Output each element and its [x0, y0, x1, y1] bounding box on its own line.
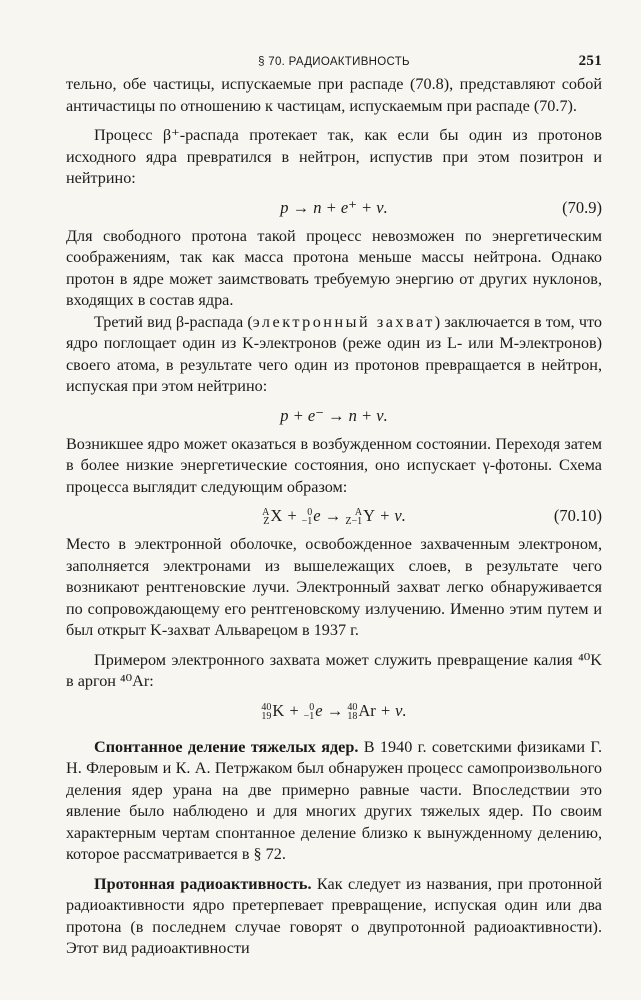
paragraph-4-end: ) заключается в том, что ядро поглощает один из K-электронов (реже один из L- или M-электронов) своего атома, в результате чего один из протонов превращается в нейтрон, испуская при этом нейтрино: — [66, 312, 602, 395]
paragraph-9 — [66, 874, 602, 960]
equation-70-9-number: (70.9) — [562, 197, 602, 217]
paragraph-4 — [66, 312, 602, 398]
equation-70-9 — [66, 190, 602, 226]
paragraph-4-term: электронный захват — [252, 312, 435, 331]
paragraph-1: тельно, обе частицы, испускаемые при распаде (70.8), представляют собой античастицы по отношению к частицам, испускаемым при распаде (70.7). — [66, 75, 602, 115]
paragraph-3: Для свободного протона такой процесс невозможен по энергетическим соображениям, так как масса протона меньше массы нейтрона. Однако протон в ядре может заимствовать требуемую энергию от других нуклонов, входящих в состав ядра. — [66, 226, 602, 309]
paragraph-8-text: В 1940 г. советскими физиками Г. Н. Флеровым и К. А. Петржаком был обнаружен процесс самопроизвольного деления ядер урана на две примерно равные части. Впоследствии это явление было наблюдено и для многих других тяжелых ядер. По своим характерным чертам спонтанное деление близко к вынужденному делению, которое рассматривается в § 72. — [66, 737, 602, 863]
paragraph-6: Место в электронной оболочке, освобожденное захваченным электроном, заполняется электронами из вышележащих слоев, в результате чего возникают рентгеновские лучи. Электронный захват легко обнаруживается по сопровождающему его рентгеновскому излучению. Именно этим путем и был открыт K-захват Альварецом в 1937 г. — [66, 535, 602, 639]
paragraph-9-text: Как следует из названия, при протонной радиоактивности ядро претерпевает превращение, испуская один или два протона (в последнем случае говорят о двупротонной радиоактивности). Этот вид радиоактивности — [66, 874, 602, 957]
header-title: § 70. РАДИОАКТИВНОСТЬ — [258, 56, 410, 68]
equation-potassium-argon — [66, 693, 602, 729]
paragraph-8 — [66, 737, 602, 866]
section-heading-proton-radioactivity: Протонная радиоактивность. — [94, 874, 312, 893]
section-heading-spontaneous-fission: Спонтанное деление тяжелых ядер. — [94, 737, 359, 756]
page-number: 251 — [578, 53, 602, 69]
equation-70-10 — [66, 498, 602, 534]
equation-70-10-formula: A Z X + 0 −1 e → A Z−1 Y + ν. — [262, 506, 406, 527]
equation-electron-capture — [66, 398, 602, 434]
equation-electron-capture-formula: p + e⁻ → n + ν. — [280, 405, 388, 425]
equation-potassium-argon-formula: 40 19 K + 0 −1 e → 40 18 Ar + ν. — [261, 700, 407, 722]
paragraph-5: Возникшее ядро может оказаться в возбужденном состоянии. Переходя затем в более низкие энергетические состояния, оно испускает γ-фотоны. Схема процесса выглядит следующим образом: — [66, 434, 602, 496]
page — [66, 48, 602, 960]
paragraph-4-start: Третий вид β-распада ( — [94, 312, 253, 331]
equation-70-9-formula: p → n + e⁺ + ν. — [280, 197, 388, 217]
equation-70-10-number: (70.10) — [553, 506, 602, 525]
paragraph-7: Примером электронного захвата может служить превращение калия ⁴⁰K в аргон ⁴⁰Ar: — [66, 650, 602, 690]
paragraph-2: Процесс β⁺-распада протекает так, как если бы один из протонов исходного ядра превратился в нейтрон, испустив при этом позитрон и нейтрино: — [66, 126, 602, 187]
running-header — [66, 48, 602, 74]
